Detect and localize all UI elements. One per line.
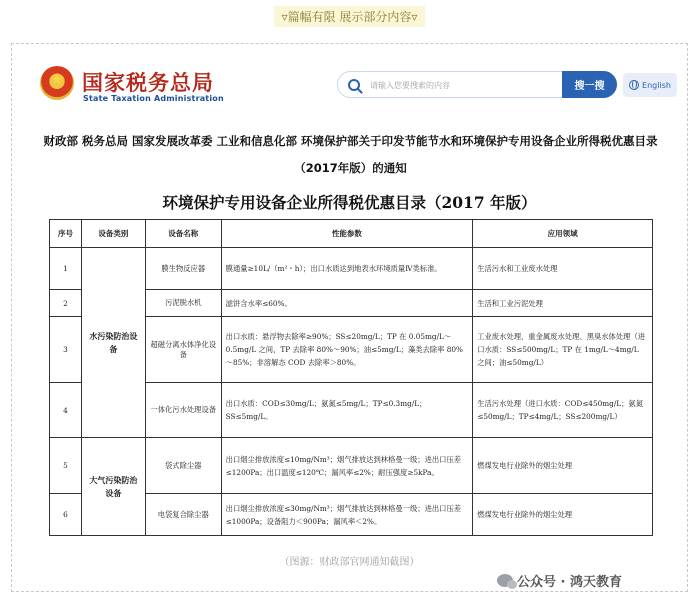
table-row (50, 248, 653, 290)
table-row (50, 438, 653, 494)
row-field: 工业废水处理、重金属废水处理、黑臭水体处理（进口水质：SS≤500mg/L；TP 在 1mg/L～4mg/L 之间；油≤50mg/L） (473, 317, 653, 383)
row-no: 3 (50, 317, 82, 383)
site-name-cn[interactable]: 国家税务总局 (82, 70, 214, 95)
category-water: 水污染防治设备 (81, 248, 145, 438)
category-air: 大气污染防治设备 (81, 438, 145, 536)
search-input[interactable] (370, 76, 560, 94)
row-params: 出口烟尘排放浓度≤30mg/Nm³；烟气排放达到林格曼一级；进出口压差≤1000Pa；设备阻力＜900Pa；漏风率＜2%。 (221, 494, 473, 536)
header-category: 设备类别 (81, 220, 145, 248)
row-equipment-name: 袋式除尘器 (145, 438, 221, 494)
row-no: 1 (50, 248, 82, 290)
row-no: 6 (50, 494, 82, 536)
header-no: 序号 (50, 220, 82, 248)
site-name-en: State Taxation Administration (83, 94, 224, 103)
search-button[interactable]: 搜一搜 (562, 71, 617, 98)
header-field: 应用领域 (473, 220, 653, 248)
search-icon (348, 79, 360, 91)
row-field: 生活和工业污泥处理 (473, 290, 653, 317)
search-box (337, 71, 617, 98)
row-equipment-name: 膜生物反应器 (145, 248, 221, 290)
row-field: 生活污水处理（进口水质：COD≤450mg/L；氨氮≤50mg/L；TP≤4mg/L；SS≤200mg/L） (473, 383, 653, 438)
row-params: 出口水质：COD≤30mg/L；氨氮≤5mg/L；TP≤0.3mg/L；SS≤5mg/L。 (221, 383, 473, 438)
row-params: 出口烟尘排放浓度≤10mg/Nm³；烟气排放达到林格曼一级；进出口压差≤1200Pa；出口温度≤120℃；漏风率≤2%；耐压强度≥5kPa。 (221, 438, 473, 494)
wechat-watermark (497, 571, 622, 590)
row-equipment-name: 污泥脱水机 (145, 290, 221, 317)
table-header-row (50, 220, 653, 248)
row-no: 5 (50, 438, 82, 494)
national-emblem-icon (40, 66, 74, 100)
doc-title: 环境保护专用设备企业所得税优惠目录（2017 年版） (162, 193, 537, 212)
row-field: 燃煤发电行业除外的烟尘处理 (473, 438, 653, 494)
site-header (12, 44, 687, 118)
row-equipment-name: 电袋复合除尘器 (145, 494, 221, 536)
row-no: 4 (50, 383, 82, 438)
row-params: 膜通量≥10L/（m²・h）；出口水质达到地表水环境质量Ⅳ类标准。 (221, 248, 473, 290)
row-params: 出口水质：悬浮物去除率≥90%；SS≤20mg/L；TP 在 0.05mg/L～0.5mg/L 之间，TP 去除率 80%～90%；油≤5mg/L；藻类去除率 80%～85%；非溶解态 COD 去除率＞80%。 (221, 317, 473, 383)
image-caption: （图源：财政部官网通知截图） (279, 557, 420, 568)
header-name: 设备名称 (145, 220, 221, 248)
english-label: English (642, 80, 671, 90)
row-equipment-name: 一体化污水处理设备 (145, 383, 221, 438)
content-limited-banner: ▿篇幅有限 展示部分内容▿ (274, 6, 426, 27)
row-field: 生活污水和工业废水处理 (473, 248, 653, 290)
catalog-table (49, 219, 653, 536)
row-field: 燃煤发电行业除外的烟尘处理 (473, 494, 653, 536)
row-params: 滤饼含水率≤60%。 (221, 290, 473, 317)
english-button[interactable] (623, 73, 677, 97)
wechat-icon (497, 574, 513, 587)
notice-title: 财政部 税务总局 国家发展改革委 工业和信息化部 环境保护部关于印发节能节水和环境保护专用设备企业所得税优惠目录（2017年版）的通知 (43, 134, 658, 175)
globe-icon (629, 80, 639, 90)
row-equipment-name: 超磁分离水体净化设备 (145, 317, 221, 383)
row-no: 2 (50, 290, 82, 317)
screenshot-frame (11, 43, 688, 592)
header-params: 性能参数 (221, 220, 473, 248)
watermark-text: 公众号 · 鸿天教育 (517, 575, 622, 590)
